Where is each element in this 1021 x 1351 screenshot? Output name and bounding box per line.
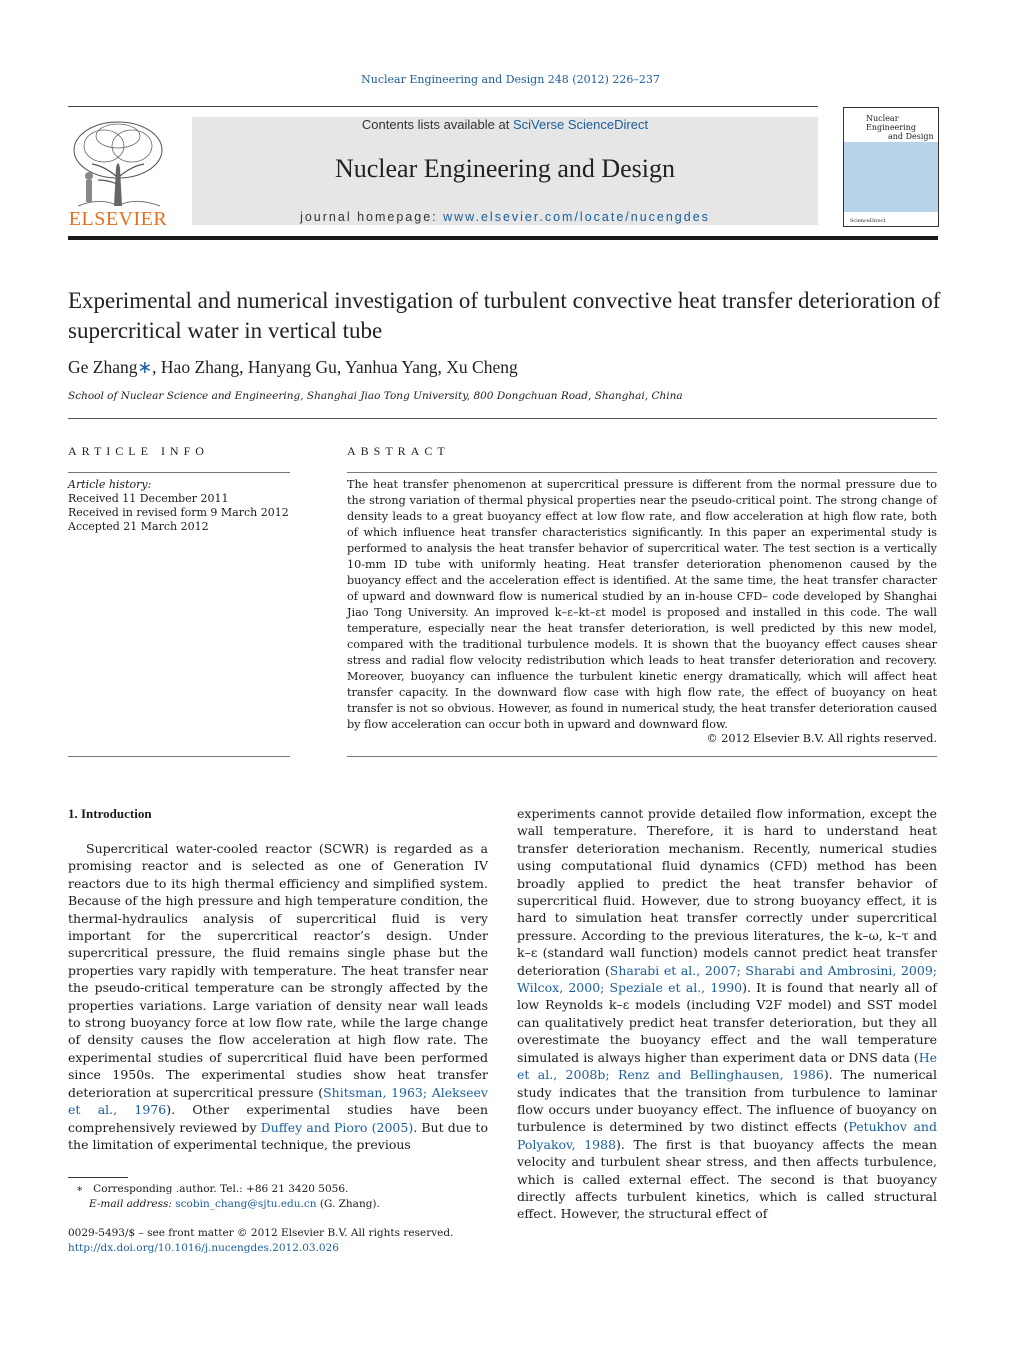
article-info-rule xyxy=(68,472,290,473)
abstract-rule xyxy=(347,472,937,473)
author-1[interactable]: Ge Zhang∗ xyxy=(68,357,153,377)
cover-title-line2: and Design xyxy=(888,132,934,141)
title-rule xyxy=(68,418,937,419)
homepage-prefix: journal homepage: xyxy=(300,210,444,224)
ref-he-renz[interactable]: He et al., 2008b; Renz and Bellinghausen, 1986 xyxy=(517,1049,937,1083)
journal-title: Nuclear Engineering and Design xyxy=(334,154,676,183)
author-2[interactable]: Hao Zhang xyxy=(160,357,240,377)
footnote-rule xyxy=(68,1177,128,1178)
sciencedirect-link[interactable]: SciVerse ScienceDirect xyxy=(512,117,649,132)
email-link[interactable]: scobin_chang@sjtu.edu.cn xyxy=(175,1198,317,1210)
issn-line: 0029-5493/$ – see front matter © 2012 Elsevier B.V. All rights reserved. xyxy=(68,1227,454,1239)
author-3[interactable]: Hanyang Gu xyxy=(247,357,337,377)
article-title: Experimental and numerical investigation of turbulent convective heat transfer deterioration of supercritical water in vertical tube xyxy=(68,288,941,343)
email-line xyxy=(76,1197,496,1212)
text-run: experiments cannot provide detailed flow information, except the wall temperature. Therefore, it is hard to understand heat transfer deterioration mechanism. Recently, numerical studies using computational fluid dynamics (CFD) method has been broadly applied to predict the heat transfer behavior of supercritical fluid. However, due to strong buoyancy effect, it is hard to simulation heat transfer correctly under supercritical pressure. According to the previous literatures, the k–ω, k–τ and k–ε (standard wall function) models cannot predict heat transfer deterioration ( xyxy=(517,806,937,978)
abstract-bottom-rule xyxy=(347,756,937,757)
doi-link[interactable]: http://dx.doi.org/10.1016/j.nucengdes.2012.03.026 xyxy=(68,1242,339,1254)
article-info-bottom-rule xyxy=(68,756,290,757)
text-run: ). The first is that buoyancy affects the mean velocity and turbulent shear stress, and then affects turbulence, which is called external effect. The second is that buoyancy directly affects turbulent kinetics, which is called structural effect. However, the structural effect of xyxy=(517,1136,938,1222)
article-info-heading: ARTICLE INFO xyxy=(68,444,209,458)
journal-citation[interactable]: Nuclear Engineering and Design 248 (2012) 226–237 xyxy=(361,73,660,86)
left-column xyxy=(68,840,488,1153)
header-top-rule xyxy=(68,106,818,107)
front-matter xyxy=(68,1226,508,1256)
tree-icon xyxy=(68,118,168,208)
homepage-link[interactable]: www.elsevier.com/locate/nucengdes xyxy=(443,210,710,224)
contents-line xyxy=(192,117,818,132)
intro-paragraph-1 xyxy=(68,840,488,1153)
abstract-text: The heat transfer phenomenon at supercritical pressure is different from the normal pressure due to the strong variation of thermal physical properties near the pseudo-critical point. The strong change of density leads to a great buoyancy effect at low flow rate, and flow acceleration at high flow rate, both of which influence heat transfer characteristics significantly. In this paper an experimental study is performed to analysis the heat transfer behavior of supercritical water. The test section is a vertically 10-mm ID tube with uniformly heating. Heat transfer deterioration phenomenon caused by the buoyancy effect and the acceleration effect is identified. At the same time, the heat transfer character of upward and downward flow is numerical studied by an in-house CFD– code developed by Shanghai Jiao Tong University. An improved k–ε–kt–εt model is proposed and installed in this code. The wall temperature, especially near the heat transfer deterioration, is well predicted by this new model, compared with the traditional turbulence models. It is shown that the buoyancy effect causes shear stress and radial flow velocity redistribution which leads to heat transfer deterioration and recovery. Moreover, buoyancy can influence the turbulent kinetic energy dramatically, which will affect heat transfer capacity. In the downward flow case with high flow rate, the effect of buoyancy on heat transfer is not so obvious. However, as found in numerical study, the heat transfer deterioration caused by flow acceleration can occur both in upward and downward flow. xyxy=(347,478,937,731)
journal-cover-thumbnail[interactable] xyxy=(843,107,939,227)
author-4[interactable]: Yanhua Yang xyxy=(344,357,438,377)
author-5[interactable]: Xu Cheng xyxy=(446,357,518,377)
author-list: Ge Zhang∗, Hao Zhang, Hanyang Gu, Yanhua Yang, Xu Cheng xyxy=(68,357,518,377)
intro-heading: 1. Introduction xyxy=(68,806,152,821)
footnote xyxy=(76,1182,496,1212)
text-run: ). Other experimental studies have been comprehensively reviewed by xyxy=(68,1102,488,1135)
article-history xyxy=(68,478,290,534)
cover-title xyxy=(866,114,938,141)
intro-paragraph-continued xyxy=(517,805,937,1223)
affiliation: School of Nuclear Science and Engineering, Shanghai Jiao Tong University, 800 Dongchuan Road, Shanghai, China xyxy=(68,390,683,402)
ref-petukhov-polyakov[interactable]: Petukhov and Polyakov, 1988 xyxy=(517,1119,937,1152)
text-run: Supercritical water-cooled reactor (SCWR) is regarded as a promising reactor and is selected as one of Generation IV reactors due to its high thermal efficiency and simplified system. Because of the high pressure and high temperature condition, the thermal-hydraulics analysis of supercritical fluid is very important for the supercritical reactor’s design. Under supercritical pressure, the fluid remains single phase but the properties vary rapidly with temperature. The heat transfer near the pseudo-critical temperature can be strongly affected by the properties variations. Large variation of density near wall leads to strong buoyancy force at low flow rate, while the large change of density causes the flow acceleration at high flow rate. The experimental studies of supercritical fluid have been performed since 1950s. The experimental studies show heat transfer deterioration at supercritical pressure ( xyxy=(68,841,488,1100)
cover-footer: ScienceDirect xyxy=(850,218,886,224)
right-column xyxy=(517,805,937,1223)
elsevier-wordmark: ELSEVIER xyxy=(68,208,168,230)
contents-prefix: Contents lists available at xyxy=(361,117,513,132)
ref-shitsman-alekseev[interactable]: Shitsman, 1963; Alekseev et al., 1976 xyxy=(68,1084,488,1118)
cover-title-line1: Nuclear Engineering xyxy=(866,114,916,132)
corresponding-author-note xyxy=(76,1182,496,1197)
text-run: ). It is found that nearly all of low Reynolds k–ε models (including V2F model) and SST model can qualitatively predict heat transfer deterioration, but they all overestimate the buoyancy effect and the wall temperature simulated is always higher than experiment data or DNS data ( xyxy=(517,980,937,1065)
email-suffix: (G. Zhang). xyxy=(319,1198,380,1210)
text-run: . But due to the limitation of experimental technique, the previous xyxy=(68,1119,488,1152)
corresponding-mark[interactable]: ∗ xyxy=(137,357,153,377)
abstract-heading: ABSTRACT xyxy=(347,444,450,458)
text-run: ). The numerical study indicates that the transition from turbulence to laminar flow occurs under buoyancy effect. The influence of buoyancy on turbulence is determined by two distinct effects ( xyxy=(517,1067,937,1135)
cover-band xyxy=(844,142,938,212)
received-date: Received 11 December 2011 xyxy=(68,492,229,505)
history-title: Article history: xyxy=(68,478,152,491)
header-bottom-rule xyxy=(68,236,938,240)
homepage-line xyxy=(192,210,818,224)
email-label: E-mail address: xyxy=(89,1198,172,1210)
copyright: © 2012 Elsevier B.V. All rights reserved. xyxy=(706,732,937,745)
corresponding-text: Corresponding .author. Tel.: +86 21 3420 5056. xyxy=(93,1183,349,1195)
footnote-mark: ∗ xyxy=(76,1183,84,1195)
revised-date: Received in revised form 9 March 2012 xyxy=(68,506,289,519)
accepted-date: Accepted 21 March 2012 xyxy=(68,520,209,533)
ref-duffey-pioro[interactable]: Duffey and Pioro (2005) xyxy=(260,1119,414,1135)
ref-sharabi-wilcox-speziale[interactable]: Sharabi et al., 2007; Sharabi and Ambrosini, 2009; Wilcox, 2000; Speziale et al., 1990 xyxy=(517,962,937,996)
